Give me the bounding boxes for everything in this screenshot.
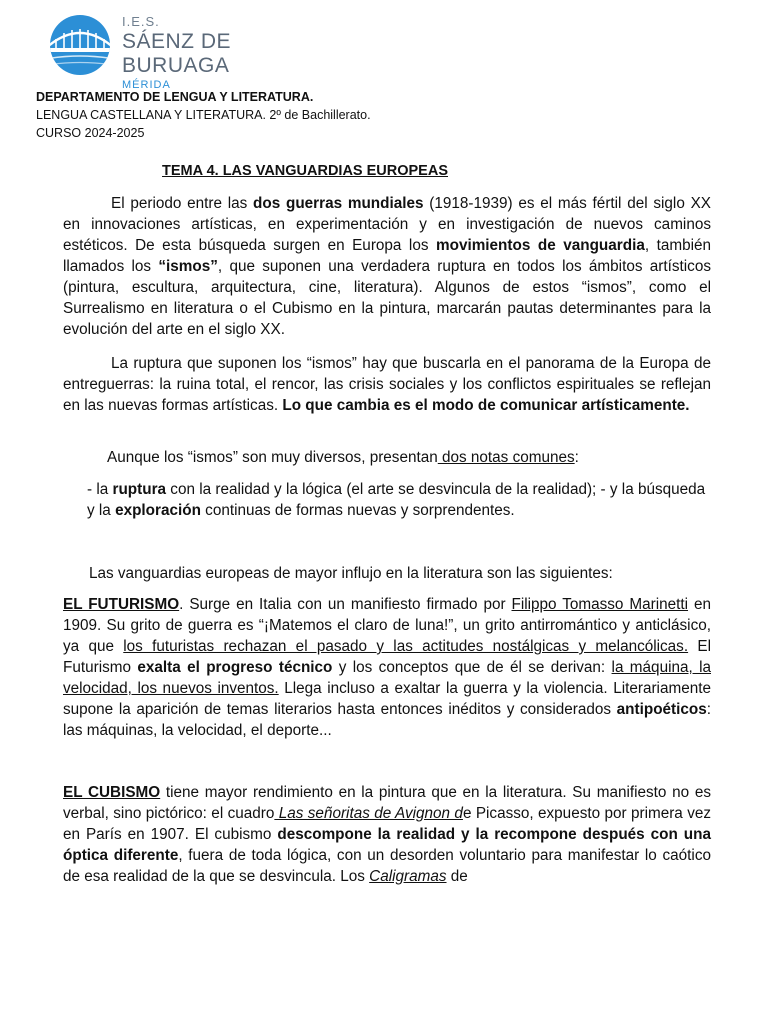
underlined-run: dos notas comunes xyxy=(437,449,575,466)
section-futurismo xyxy=(63,594,711,741)
subject-name: LENGUA CASTELLANA Y LITERATURA. 2º de Bachillerato. xyxy=(36,108,371,122)
text-run: (1918-1939) es el más fértil del siglo XX en innovaciones artísticas, en experimentación y en investigación de nuevos caminos estéticos. De esta búsqueda surgen en Europa los xyxy=(63,195,711,254)
bold-run: exploración xyxy=(115,502,201,519)
document-title: TEMA 4. LAS VANGUARDIAS EUROPEAS xyxy=(162,163,448,179)
bold-run: Lo que cambia es el modo de comunicar artísticamente. xyxy=(282,397,690,414)
bold-run: dos guerras mundiales xyxy=(253,195,424,212)
text-run: , también llamados los xyxy=(63,237,712,275)
text-run: e Picasso, expuesto por primera vez en París en 1907. El cubismo xyxy=(63,805,711,843)
paragraph-list xyxy=(87,479,711,521)
text-run: con la realidad y la lógica (el arte se desvincula de la realidad); - y la búsqueda y la xyxy=(87,481,706,519)
text-run: El periodo entre las xyxy=(111,195,254,212)
text-run: - la xyxy=(87,481,113,498)
text-run: , fuera de toda lógica, con un desorden voluntario para manifestar lo caótico de esa realidad de la que se desvincula. Los xyxy=(63,847,711,885)
paragraph-ruptura xyxy=(63,353,711,416)
section-cubismo xyxy=(63,782,711,887)
bold-run: “ismos” xyxy=(158,258,218,275)
logo-school-name: SÁENZ DE BURUAGA xyxy=(122,30,232,77)
text-run: El Futurismo xyxy=(63,638,711,676)
text-run: : las máquinas, la velocidad, el deporte... xyxy=(63,701,711,739)
underlined-run: los futuristas rechazan el pasado y las actitudes nostálgicas y melancólicas. xyxy=(123,638,689,655)
bold-run: exalta el progreso técnico xyxy=(137,659,333,676)
section-heading-futurismo: EL FUTURISMO xyxy=(63,596,180,613)
logo-text xyxy=(122,14,330,92)
document-header xyxy=(36,88,371,142)
bold-run: movimientos de vanguardia xyxy=(436,237,645,254)
italic-title-run: Caligramas xyxy=(369,868,447,885)
text-run: de xyxy=(446,868,468,885)
bold-run: antipoéticos xyxy=(616,701,707,718)
section-heading-cubismo: EL CUBISMO xyxy=(63,784,161,801)
paragraph-vanguardias xyxy=(63,563,711,584)
paragraph-intro xyxy=(63,193,711,340)
text-run: Las vanguardias europeas de mayor influjo en la literatura son las siguientes: xyxy=(89,565,613,582)
text-run: tiene mayor rendimiento en la pintura que en la literatura. Su manifiesto no es verbal, sino pictórico: el cuadro xyxy=(63,784,711,822)
text-run: Aunque los “ismos” son muy diversos, presentan xyxy=(107,449,438,466)
text-run: . Surge en Italia con un manifiesto firmado por xyxy=(179,596,512,613)
italic-title-run: Las señoritas de Avignon d xyxy=(274,805,463,822)
school-logo xyxy=(40,10,330,91)
text-run: La ruptura que suponen los “ismos” hay que buscarla en el panorama de la Europa de entreguerras: la ruina total, el rencor, las crisis sociales y los conflictos espirituales se reflejan en las nuevas formas artísticas. xyxy=(63,355,711,414)
underlined-run: Filippo Tomasso Marinetti xyxy=(511,596,689,613)
department-name: DEPARTAMENTO DE LENGUA Y LITERATURA. xyxy=(36,90,314,104)
text-run: : xyxy=(574,449,579,466)
text-run: y los conceptos que de él se derivan: xyxy=(332,659,612,676)
text-run: en 1909. Su grito de guerra es “¡Matemos el claro de luna!”, un grito antirromántico y anticlásico, ya que xyxy=(63,596,711,655)
paragraph-notas xyxy=(63,447,711,468)
text-run: continuas de formas nuevas y sorprendentes. xyxy=(200,502,515,519)
bridge-logo-icon xyxy=(40,12,120,78)
logo-ies: I.E.S. xyxy=(122,14,160,29)
bold-run: descompone la realidad y la recompone después con una óptica diferente xyxy=(63,826,711,864)
text-run: Llega incluso a exaltar la guerra y la violencia. Literariamente supone la aparición de temas literarios hasta entonces inéditos y considerados xyxy=(63,680,711,718)
underlined-run: la máquina, la velocidad, los nuevos inventos. xyxy=(63,659,711,697)
course-year: CURSO 2024-2025 xyxy=(36,126,145,140)
text-run: , que suponen una verdadera ruptura en todos los ámbitos artísticos (pintura, escultura, arquitectura, cine, literatura). Algunos de estos “ismos”, como el Surrealismo en literatura o el Cubismo en la pintura, marcarán pautas determinantes para la evolución del arte en el siglo XX. xyxy=(63,258,711,338)
logo-city: MÉRIDA xyxy=(122,79,171,91)
bold-run: ruptura xyxy=(112,481,167,498)
